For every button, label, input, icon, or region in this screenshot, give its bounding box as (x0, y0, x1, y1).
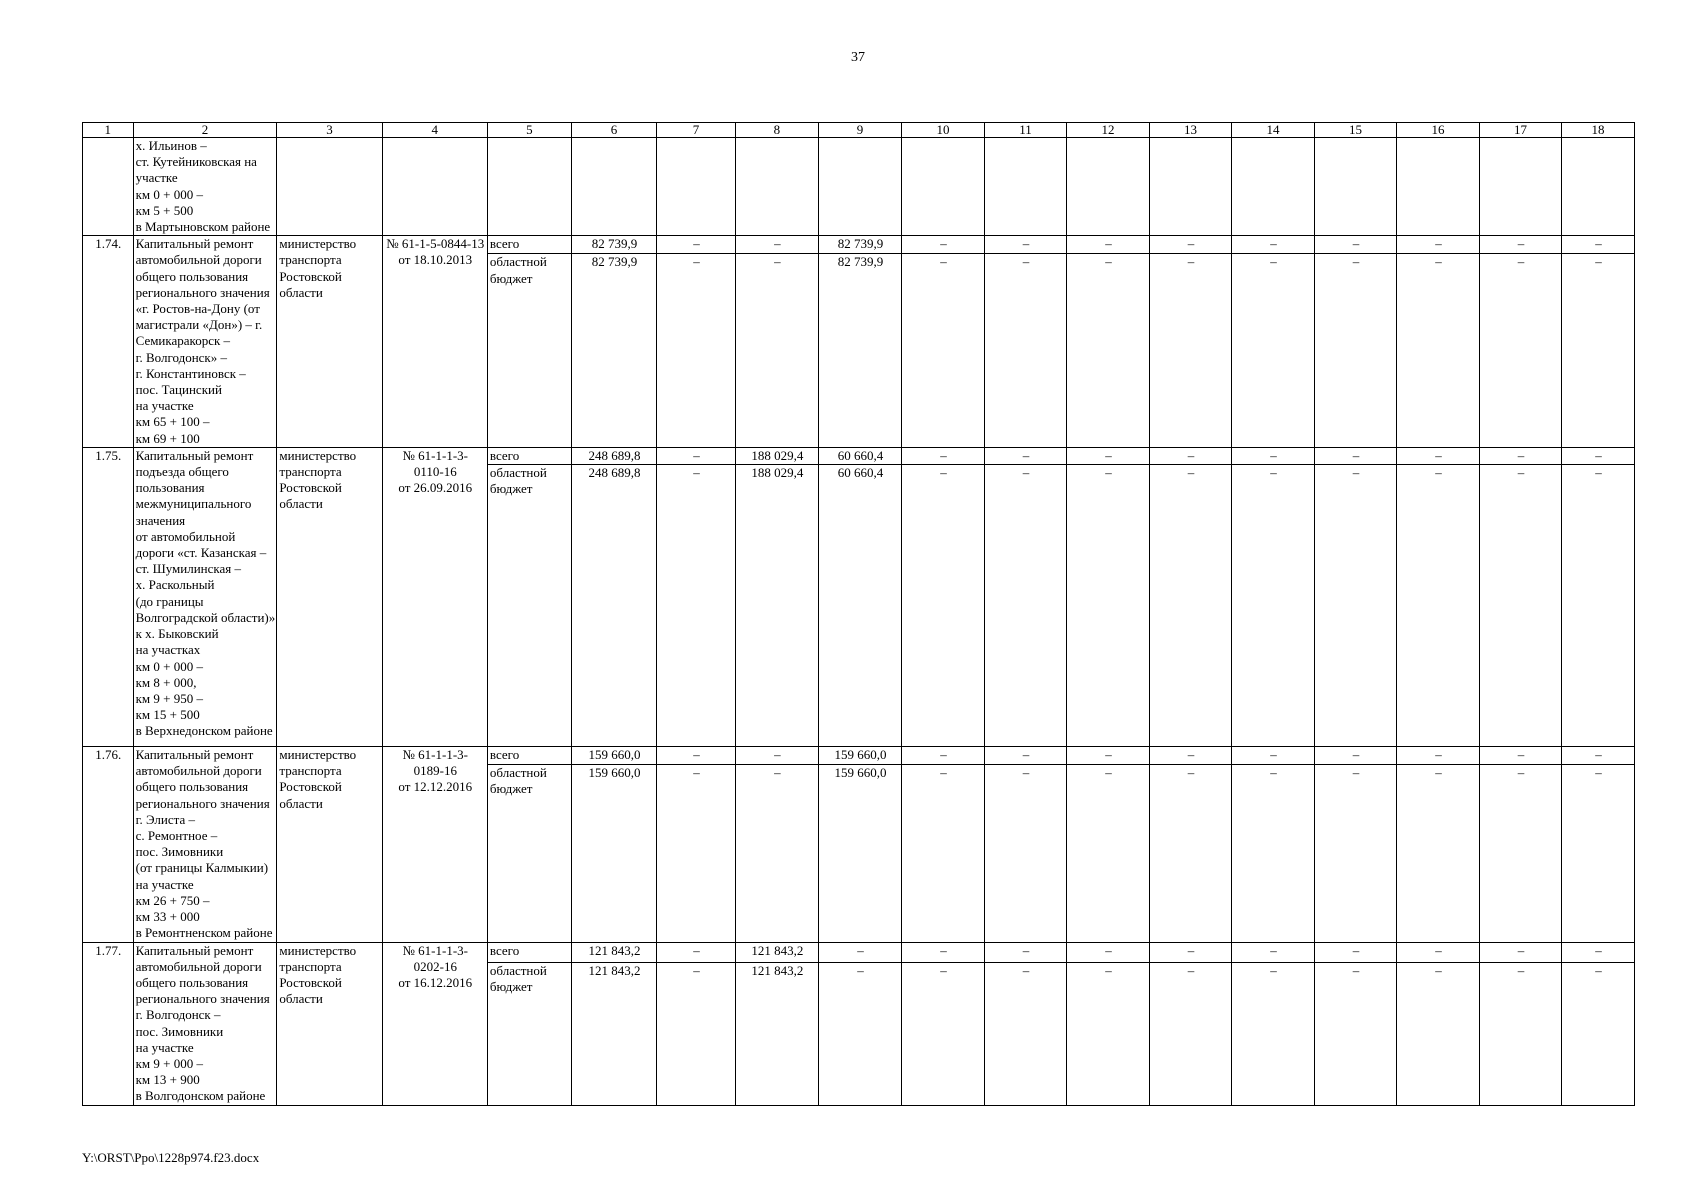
value-cell-col-10: – (901, 254, 984, 447)
funding-source-cell: областной бюджет (487, 765, 571, 942)
value-cell-col-18: – (1562, 254, 1635, 447)
column-header-9: 9 (818, 123, 901, 138)
value-cell-col-6: 121 843,2 (571, 962, 656, 1105)
funding-source-cell: всего (487, 942, 571, 962)
value-cell-col-13: – (1149, 942, 1231, 962)
column-header-6: 6 (571, 123, 656, 138)
column-header-2: 2 (133, 123, 277, 138)
item-number-cell: 1.77. (83, 942, 134, 1105)
value-cell-col-14: – (1231, 942, 1314, 962)
value-cell-col-17: – (1480, 236, 1562, 254)
item-number-cell: 1.75. (83, 447, 134, 746)
value-cell-col-9: 82 739,9 (818, 254, 901, 447)
value-cell-col-17: – (1480, 254, 1562, 447)
column-header-13: 13 (1149, 123, 1231, 138)
value-cell-col-14: – (1231, 447, 1314, 464)
value-cell-col-13: – (1149, 765, 1231, 942)
value-cell-col-10: – (901, 962, 984, 1105)
value-cell-col-8: 121 843,2 (735, 942, 818, 962)
value-cell-col-15: – (1315, 254, 1397, 447)
value-cell-col-7: – (656, 765, 735, 942)
value-cell-col-12: – (1066, 254, 1149, 447)
item-executor-cell: министерство транспорта Ростовской области (277, 447, 382, 746)
item-description-cell: Капитальный ремонт автомобильной дороги общего пользования регионального значения г. Волгодонск – пос. Зимовники на участке км 9 + 000 – км 13 + 900 в Волгодонском районе (133, 942, 277, 1105)
value-cell-col-7: – (656, 942, 735, 962)
item-number-cell: 1.76. (83, 747, 134, 942)
value-cell-col-7: – (656, 962, 735, 1105)
value-cell-col-15: – (1315, 942, 1397, 962)
column-header-8: 8 (735, 123, 818, 138)
value-cell-col-16: – (1397, 254, 1480, 447)
value-cell-col-12: – (1066, 765, 1149, 942)
column-header-16: 16 (1397, 123, 1480, 138)
value-cell-col-16: – (1397, 447, 1480, 464)
item-description-cell: Капитальный ремонт автомобильной дороги общего пользования регионального значения г. Элиста – с. Ремонтное – пос. Зимовники (от границы Калмыкии) на участке км 26 + 750 – км 33 + 000 в Ремонтненском районе (133, 747, 277, 942)
value-cell-col-11: – (984, 942, 1066, 962)
value-cell-col-9: 159 660,0 (818, 765, 901, 942)
value-cell-col-14: – (1231, 962, 1314, 1105)
value-cell-col-18: – (1562, 962, 1635, 1105)
value-cell-col-11: – (984, 236, 1066, 254)
value-cell-col-15: – (1315, 447, 1397, 464)
column-header-11: 11 (984, 123, 1066, 138)
value-cell-col-6: 121 843,2 (571, 942, 656, 962)
funding-source-cell: областной бюджет (487, 465, 571, 747)
value-cell-col-18: – (1562, 236, 1635, 254)
value-cell-col-13: – (1149, 962, 1231, 1105)
value-cell-col-13: – (1149, 254, 1231, 447)
value-cell-col-11: – (984, 747, 1066, 765)
item-description-cell: Капитальный ремонт подъезда общего пользования межмуниципального значения от автомобильной дороги «ст. Казанская – ст. Шумилинская – х. Раскольный (до границы Волгоградской области)» к х. Быковский на участках км 0 + 000 – км 8 + 000, км 9 + 950 – км 15 + 500 в Верхнедонском районе (133, 447, 277, 746)
value-cell-col-11: – (984, 962, 1066, 1105)
value-cell-col-9: 60 660,4 (818, 465, 901, 747)
value-cell-col-11: – (984, 465, 1066, 747)
item-document-cell: № 61-1-1-3- 0202-16 от 16.12.2016 (382, 942, 487, 1105)
value-cell-col-12: – (1066, 236, 1149, 254)
value-cell-col-9: – (818, 942, 901, 962)
value-cell-col-7: – (656, 254, 735, 447)
funding-source-cell: всего (487, 236, 571, 254)
column-header-1: 1 (83, 123, 134, 138)
value-cell-col-13: – (1149, 747, 1231, 765)
value-cell-col-15: – (1315, 465, 1397, 747)
value-cell-col-7: – (656, 447, 735, 464)
column-header-4: 4 (382, 123, 487, 138)
item-executor-cell: министерство транспорта Ростовской области (277, 236, 382, 448)
value-cell-col-14: – (1231, 765, 1314, 942)
value-cell-col-13: – (1149, 236, 1231, 254)
continuation-row (83, 138, 1635, 236)
value-cell-col-9: – (818, 962, 901, 1105)
value-cell-col-16: – (1397, 942, 1480, 962)
item-document-cell: № 61-1-5-0844-13 от 18.10.2013 (382, 236, 487, 448)
value-cell-col-8: – (735, 254, 818, 447)
footer-file-path: Y:\ORST\Ppo\1228p974.f23.docx (82, 1150, 260, 1165)
value-cell-col-17: – (1480, 465, 1562, 747)
funding-source-cell: областной бюджет (487, 962, 571, 1105)
value-cell-col-7: – (656, 747, 735, 765)
value-cell-col-7: – (656, 236, 735, 254)
value-cell-col-14: – (1231, 465, 1314, 747)
item-row-total (83, 747, 1635, 765)
value-cell-col-9: 159 660,0 (818, 747, 901, 765)
value-cell-col-10: – (901, 447, 984, 464)
value-cell-col-11: – (984, 447, 1066, 464)
value-cell-col-17: – (1480, 447, 1562, 464)
value-cell-col-6: 159 660,0 (571, 765, 656, 942)
value-cell-col-14: – (1231, 236, 1314, 254)
value-cell-col-9: 60 660,4 (818, 447, 901, 464)
funding-source-cell: областной бюджет (487, 254, 571, 447)
value-cell-col-6: 248 689,8 (571, 465, 656, 747)
item-row-total (83, 236, 1635, 254)
item-row-total (83, 447, 1635, 464)
column-header-5: 5 (487, 123, 571, 138)
value-cell-col-10: – (901, 942, 984, 962)
value-cell-col-8: – (735, 236, 818, 254)
item-document-cell: № 61-1-1-3- 0189-16 от 12.12.2016 (382, 747, 487, 942)
value-cell-col-17: – (1480, 747, 1562, 765)
value-cell-col-18: – (1562, 447, 1635, 464)
item-number-cell: 1.74. (83, 236, 134, 448)
value-cell-col-9: 82 739,9 (818, 236, 901, 254)
value-cell-col-6: 159 660,0 (571, 747, 656, 765)
value-cell-col-11: – (984, 254, 1066, 447)
column-header-7: 7 (656, 123, 735, 138)
value-cell-col-14: – (1231, 254, 1314, 447)
column-header-3: 3 (277, 123, 382, 138)
value-cell-col-8: 121 843,2 (735, 962, 818, 1105)
value-cell-col-6: 82 739,9 (571, 236, 656, 254)
item-number-cell (83, 138, 134, 236)
funding-source-cell: всего (487, 747, 571, 765)
value-cell-col-16: – (1397, 236, 1480, 254)
value-cell-col-8: 188 029,4 (735, 465, 818, 747)
value-cell-col-16: – (1397, 465, 1480, 747)
column-header-14: 14 (1231, 123, 1314, 138)
value-cell-col-10: – (901, 236, 984, 254)
value-cell-col-6: 82 739,9 (571, 254, 656, 447)
table-header (83, 123, 1635, 138)
value-cell-col-8: – (735, 765, 818, 942)
column-header-17: 17 (1480, 123, 1562, 138)
value-cell-col-13: – (1149, 465, 1231, 747)
value-cell-col-15: – (1315, 765, 1397, 942)
value-cell-col-14: – (1231, 747, 1314, 765)
item-description-cell: х. Ильинов – ст. Кутейниковская на участке км 0 + 000 – км 5 + 500 в Мартыновском районе (133, 138, 277, 236)
value-cell-col-10: – (901, 747, 984, 765)
item-document-cell: № 61-1-1-3- 0110-16 от 26.09.2016 (382, 447, 487, 746)
column-header-15: 15 (1315, 123, 1397, 138)
value-cell-col-12: – (1066, 747, 1149, 765)
value-cell-col-17: – (1480, 765, 1562, 942)
value-cell-col-11: – (984, 765, 1066, 942)
value-cell-col-18: – (1562, 942, 1635, 962)
value-cell-col-8: – (735, 747, 818, 765)
column-header-12: 12 (1066, 123, 1149, 138)
column-header-18: 18 (1562, 123, 1635, 138)
value-cell-col-15: – (1315, 236, 1397, 254)
value-cell-col-16: – (1397, 765, 1480, 942)
table-body (83, 138, 1635, 1106)
item-executor-cell: министерство транспорта Ростовской области (277, 747, 382, 942)
value-cell-col-16: – (1397, 962, 1480, 1105)
item-description-cell: Капитальный ремонт автомобильной дороги общего пользования регионального значения «г. Ростов-на-Дону (от магистрали «Дон») – г. Семикаракорск – г. Волгодонск» – г. Константиновск – пос. Тацинский на участке км 65 + 100 – км 69 + 100 (133, 236, 277, 448)
value-cell-col-18: – (1562, 765, 1635, 942)
value-cell-col-18: – (1562, 465, 1635, 747)
item-executor-cell: министерство транспорта Ростовской области (277, 942, 382, 1105)
value-cell-col-18: – (1562, 747, 1635, 765)
value-cell-col-12: – (1066, 942, 1149, 962)
value-cell-col-10: – (901, 765, 984, 942)
value-cell-col-12: – (1066, 962, 1149, 1105)
budget-table (82, 122, 1635, 1106)
value-cell-col-16: – (1397, 747, 1480, 765)
value-cell-col-7: – (656, 465, 735, 747)
value-cell-col-13: – (1149, 447, 1231, 464)
page-number: 37 (851, 50, 865, 65)
value-cell-col-15: – (1315, 962, 1397, 1105)
funding-source-cell: всего (487, 447, 571, 464)
value-cell-col-17: – (1480, 942, 1562, 962)
value-cell-col-12: – (1066, 447, 1149, 464)
value-cell-col-6: 248 689,8 (571, 447, 656, 464)
value-cell-col-10: – (901, 465, 984, 747)
value-cell-col-17: – (1480, 962, 1562, 1105)
item-row-total (83, 942, 1635, 962)
value-cell-col-12: – (1066, 465, 1149, 747)
value-cell-col-15: – (1315, 747, 1397, 765)
value-cell-col-8: 188 029,4 (735, 447, 818, 464)
column-header-10: 10 (901, 123, 984, 138)
